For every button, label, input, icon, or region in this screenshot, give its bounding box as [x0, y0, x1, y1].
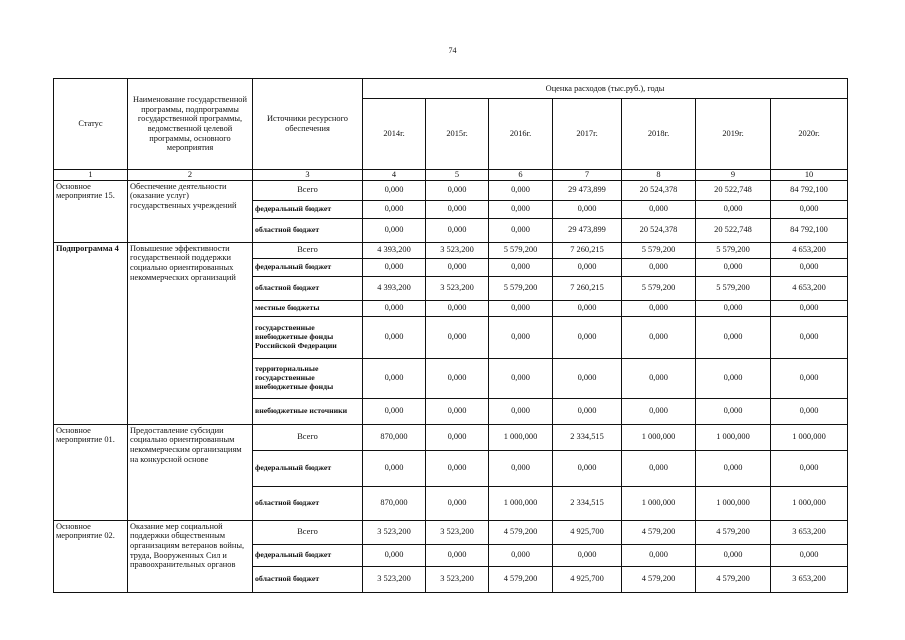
expense-value-cell: 0,000 — [426, 300, 489, 316]
expense-value-cell: 0,000 — [771, 358, 848, 398]
expense-value-cell: 0,000 — [489, 358, 553, 398]
expense-value-cell: 4 579,200 — [622, 520, 696, 544]
expense-value-cell: 1 000,000 — [771, 486, 848, 520]
expense-value-cell: 0,000 — [489, 450, 553, 486]
expense-value-cell: 0,000 — [771, 258, 848, 276]
expense-value-cell: 0,000 — [553, 258, 622, 276]
expense-value-cell: 7 260,215 — [553, 276, 622, 300]
expense-value-cell: 3 523,200 — [363, 566, 426, 592]
expense-value-cell: 20 522,748 — [696, 180, 771, 200]
expense-value-cell: 0,000 — [363, 300, 426, 316]
expense-value-cell: 5 579,200 — [489, 276, 553, 300]
expense-value-cell: 0,000 — [426, 398, 489, 424]
expense-value-cell: 3 523,200 — [426, 242, 489, 258]
expense-value-cell: 0,000 — [696, 316, 771, 358]
expense-value-cell: 4 925,700 — [553, 566, 622, 592]
expense-value-cell: 0,000 — [771, 450, 848, 486]
expense-value-cell: 29 473,899 — [553, 180, 622, 200]
expense-value-cell: 0,000 — [553, 300, 622, 316]
budget-body — [54, 180, 848, 592]
expense-value-cell: 3 523,200 — [363, 520, 426, 544]
expense-value-cell: 0,000 — [426, 316, 489, 358]
expense-value-cell: 4 653,200 — [771, 276, 848, 300]
expense-value-cell: 0,000 — [426, 218, 489, 242]
funding-source-cell: территориальные государственные внебюджетные фонды — [253, 358, 363, 398]
expense-value-cell: 1 000,000 — [489, 486, 553, 520]
expense-value-cell: 4 579,200 — [489, 566, 553, 592]
expense-value-cell: 0,000 — [363, 450, 426, 486]
header-estimate: Оценка расходов (тыс.руб.), годы — [363, 79, 848, 99]
expense-value-cell: 4 579,200 — [696, 520, 771, 544]
header-year: 2020г. — [771, 99, 848, 170]
expense-value-cell: 0,000 — [489, 218, 553, 242]
funding-source-cell: Всего — [253, 424, 363, 450]
expense-value-cell: 0,000 — [363, 358, 426, 398]
expense-value-cell: 84 792,100 — [771, 180, 848, 200]
expense-value-cell: 0,000 — [696, 358, 771, 398]
expense-value-cell: 0,000 — [622, 316, 696, 358]
expense-value-cell: 0,000 — [363, 316, 426, 358]
expense-value-cell: 1 000,000 — [622, 424, 696, 450]
expense-value-cell: 7 260,215 — [553, 242, 622, 258]
expense-value-cell: 0,000 — [489, 180, 553, 200]
expense-value-cell: 0,000 — [622, 544, 696, 566]
expense-value-cell: 0,000 — [426, 180, 489, 200]
expense-value-cell: 0,000 — [553, 316, 622, 358]
expense-value-cell: 0,000 — [696, 398, 771, 424]
expense-value-cell: 0,000 — [489, 544, 553, 566]
expense-value-cell: 1 000,000 — [771, 424, 848, 450]
expense-value-cell: 0,000 — [363, 218, 426, 242]
expense-value-cell: 0,000 — [363, 200, 426, 218]
expense-value-cell: 0,000 — [622, 258, 696, 276]
funding-source-cell: областной бюджет — [253, 276, 363, 300]
expense-value-cell: 0,000 — [622, 398, 696, 424]
expense-value-cell: 0,000 — [426, 486, 489, 520]
expense-value-cell: 0,000 — [489, 398, 553, 424]
program-name-cell: Предоставление субсидии социально ориентированным некоммерческим организациям на конкурсной основе — [128, 424, 253, 520]
expense-value-cell: 0,000 — [622, 200, 696, 218]
expense-value-cell: 0,000 — [363, 544, 426, 566]
expense-value-cell: 0,000 — [489, 258, 553, 276]
header-year: 2015г. — [426, 99, 489, 170]
expense-value-cell: 2 334,515 — [553, 424, 622, 450]
expense-value-cell: 3 523,200 — [426, 520, 489, 544]
expense-value-cell: 0,000 — [553, 398, 622, 424]
expense-value-cell: 0,000 — [426, 200, 489, 218]
funding-source-cell: Всего — [253, 242, 363, 258]
expense-value-cell: 0,000 — [553, 358, 622, 398]
column-index: 3 — [253, 170, 363, 181]
status-cell: Основное мероприятие 02. — [54, 520, 128, 592]
expense-value-cell: 0,000 — [771, 316, 848, 358]
funding-source-cell: Всего — [253, 180, 363, 200]
expense-value-cell: 870,000 — [363, 486, 426, 520]
expense-value-cell: 0,000 — [363, 398, 426, 424]
header-year: 2014г. — [363, 99, 426, 170]
expense-value-cell: 1 000,000 — [696, 424, 771, 450]
expense-value-cell: 0,000 — [426, 258, 489, 276]
table-row — [54, 520, 848, 544]
expense-value-cell: 0,000 — [696, 544, 771, 566]
expense-value-cell: 0,000 — [553, 544, 622, 566]
status-cell: Подпрограмма 4 — [54, 242, 128, 424]
expense-value-cell: 5 579,200 — [489, 242, 553, 258]
funding-source-cell: государственные внебюджетные фонды Российской Федерации — [253, 316, 363, 358]
expense-value-cell: 3 653,200 — [771, 520, 848, 544]
expense-value-cell: 4 579,200 — [489, 520, 553, 544]
expense-value-cell: 0,000 — [426, 358, 489, 398]
expense-value-cell: 3 523,200 — [426, 566, 489, 592]
expense-value-cell: 20 524,378 — [622, 218, 696, 242]
expense-value-cell: 0,000 — [553, 200, 622, 218]
expense-value-cell: 4 393,200 — [363, 242, 426, 258]
funding-source-cell: областной бюджет — [253, 486, 363, 520]
program-name-cell: Оказание мер социальной поддержки общественным организациям ветеранов войны, труда, Вооруженных Сил и правоохранительных органов — [128, 520, 253, 592]
table-row — [54, 424, 848, 450]
column-index: 2 — [128, 170, 253, 181]
funding-source-cell: местные бюджеты — [253, 300, 363, 316]
column-index: 9 — [696, 170, 771, 181]
expense-value-cell: 84 792,100 — [771, 218, 848, 242]
expense-value-cell: 0,000 — [426, 544, 489, 566]
expense-value-cell: 2 334,515 — [553, 486, 622, 520]
expense-value-cell: 870,000 — [363, 424, 426, 450]
funding-source-cell: федеральный бюджет — [253, 258, 363, 276]
header-year: 2019г. — [696, 99, 771, 170]
header-name: Наименование государственной программы, подпрограммы государственной программы, ведомственной целевой программы, основного мероприятия — [128, 79, 253, 170]
header-year: 2016г. — [489, 99, 553, 170]
page-number: 74 — [448, 46, 457, 55]
funding-source-cell: внебюджетные источники — [253, 398, 363, 424]
expense-value-cell: 0,000 — [426, 424, 489, 450]
expense-value-cell: 0,000 — [696, 200, 771, 218]
funding-source-cell: Всего — [253, 520, 363, 544]
column-index: 6 — [489, 170, 553, 181]
expense-value-cell: 3 523,200 — [426, 276, 489, 300]
expense-value-cell: 3 653,200 — [771, 566, 848, 592]
expense-value-cell: 0,000 — [771, 300, 848, 316]
header-sources: Источники ресурсного обеспечения — [253, 79, 363, 170]
expense-value-cell: 0,000 — [696, 300, 771, 316]
expense-value-cell: 0,000 — [553, 450, 622, 486]
expense-value-cell: 0,000 — [622, 300, 696, 316]
program-name-cell: Обеспечение деятельности (оказание услуг) государственных учреждений — [128, 180, 253, 242]
expense-value-cell: 0,000 — [696, 450, 771, 486]
expense-value-cell: 0,000 — [489, 316, 553, 358]
expense-value-cell: 0,000 — [363, 258, 426, 276]
expense-value-cell: 4 579,200 — [622, 566, 696, 592]
funding-source-cell: федеральный бюджет — [253, 450, 363, 486]
funding-source-cell: областной бюджет — [253, 566, 363, 592]
expense-value-cell: 1 000,000 — [622, 486, 696, 520]
header-status: Статус — [54, 79, 128, 170]
column-index: 7 — [553, 170, 622, 181]
budget-table — [53, 78, 848, 593]
expense-value-cell: 0,000 — [363, 180, 426, 200]
expense-value-cell: 20 522,748 — [696, 218, 771, 242]
expense-value-cell: 0,000 — [771, 544, 848, 566]
expense-value-cell: 0,000 — [426, 450, 489, 486]
status-cell: Основное мероприятие 01. — [54, 424, 128, 520]
expense-value-cell: 29 473,899 — [553, 218, 622, 242]
expense-value-cell: 1 000,000 — [696, 486, 771, 520]
header-year: 2017г. — [553, 99, 622, 170]
expense-value-cell: 0,000 — [771, 398, 848, 424]
expense-value-cell: 0,000 — [696, 258, 771, 276]
column-index: 10 — [771, 170, 848, 181]
column-index: 1 — [54, 170, 128, 181]
expense-value-cell: 0,000 — [489, 300, 553, 316]
expense-value-cell: 4 393,200 — [363, 276, 426, 300]
table-row — [54, 180, 848, 200]
expense-value-cell: 5 579,200 — [696, 276, 771, 300]
expense-value-cell: 0,000 — [622, 358, 696, 398]
status-cell: Основное мероприятие 15. — [54, 180, 128, 242]
column-index: 8 — [622, 170, 696, 181]
expense-value-cell: 4 653,200 — [771, 242, 848, 258]
expense-value-cell: 5 579,200 — [622, 276, 696, 300]
program-name-cell: Повышение эффективности государственной поддержки социально ориентированных некоммерческих организаций — [128, 242, 253, 424]
expense-value-cell: 5 579,200 — [696, 242, 771, 258]
header-year: 2018г. — [622, 99, 696, 170]
funding-source-cell: федеральный бюджет — [253, 200, 363, 218]
funding-source-cell: федеральный бюджет — [253, 544, 363, 566]
expense-value-cell: 1 000,000 — [489, 424, 553, 450]
expense-value-cell: 20 524,378 — [622, 180, 696, 200]
column-index: 5 — [426, 170, 489, 181]
table-row — [54, 242, 848, 258]
expense-value-cell: 4 925,700 — [553, 520, 622, 544]
funding-source-cell: областной бюджет — [253, 218, 363, 242]
expense-value-cell: 0,000 — [771, 200, 848, 218]
expense-value-cell: 0,000 — [622, 450, 696, 486]
expense-value-cell: 4 579,200 — [696, 566, 771, 592]
expense-value-cell: 5 579,200 — [622, 242, 696, 258]
expense-value-cell: 0,000 — [489, 200, 553, 218]
column-index-row — [54, 170, 848, 181]
column-index: 4 — [363, 170, 426, 181]
